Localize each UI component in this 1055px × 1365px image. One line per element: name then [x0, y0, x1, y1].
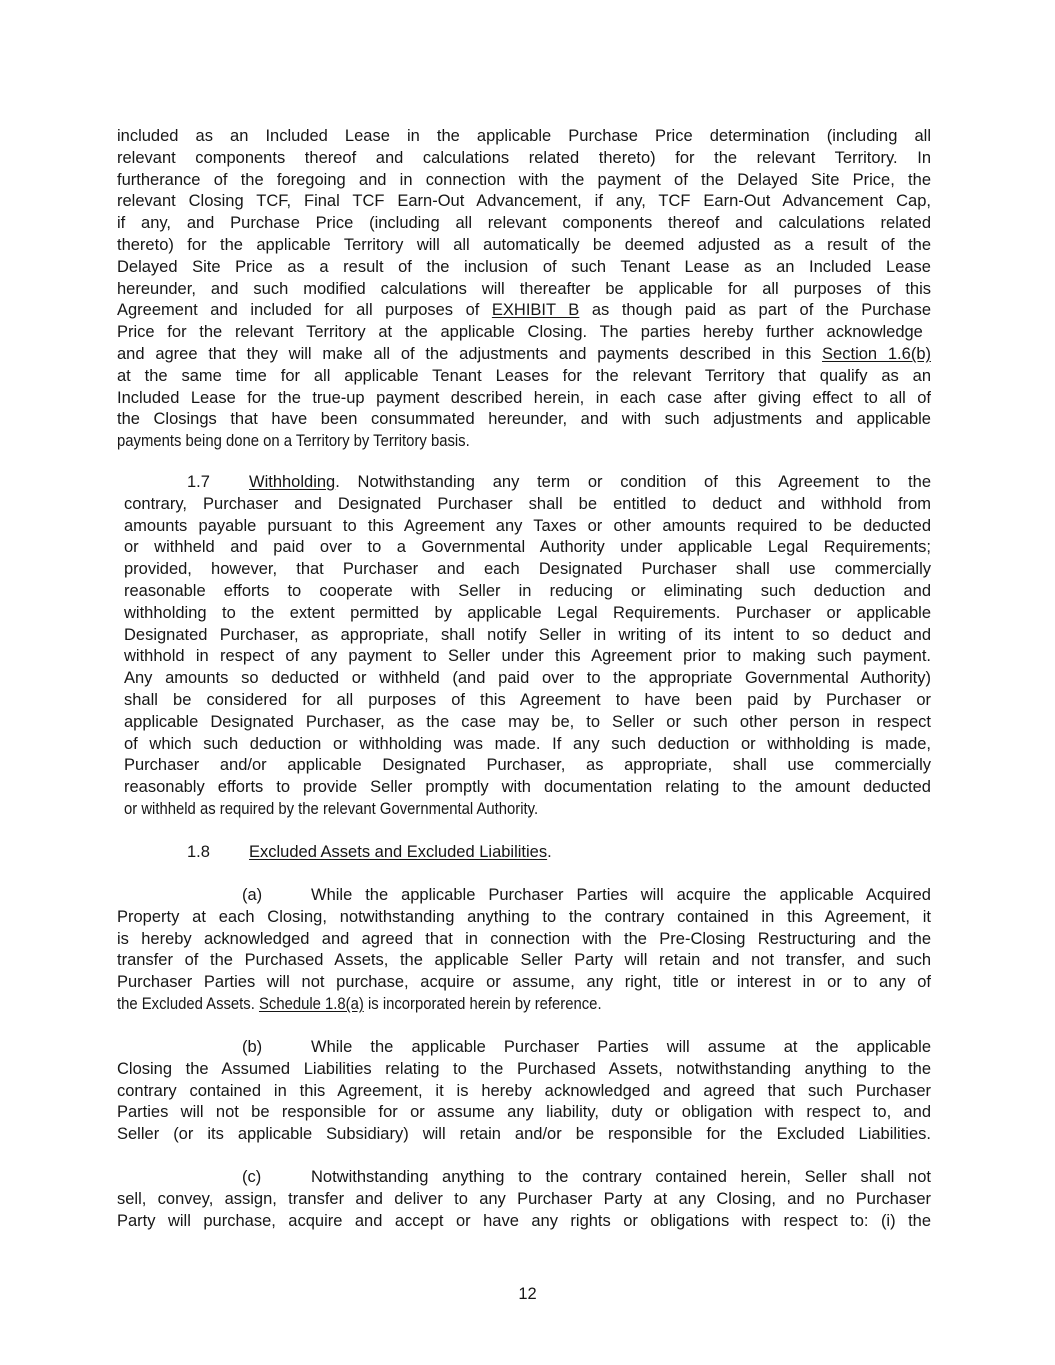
text-segment: sell, convey, assign, transfer and deliver to any Purchaser Party at any Closing, and no Purchaser [117, 1189, 931, 1208]
subsection-label-c: (c) [242, 1168, 262, 1186]
text-line [117, 148, 931, 170]
text-segment: Agreement and included for all purposes of [117, 301, 492, 320]
text-line [117, 126, 931, 148]
text-segment: shall be considered for all purposes of this Agreement to have been paid by Purchaser or [124, 690, 931, 709]
text-segment: or withheld as required by the relevant Governmental Authority. [124, 799, 539, 818]
subsection-label-a: (a) [242, 886, 263, 904]
text-line [124, 472, 931, 494]
text-line [124, 625, 931, 647]
text-segment: the Excluded Assets. [117, 994, 259, 1013]
text-line [117, 257, 931, 279]
text-segment: withhold in respect of any payment to Seller under this Agreement prior to making such payment. [124, 647, 931, 666]
text-line [124, 646, 931, 668]
text-line [117, 322, 931, 344]
text-segment: furtherance of the foregoing and in connection with the payment of the Delayed Site Price, the [117, 170, 931, 189]
text-line [124, 516, 931, 538]
text-line [117, 907, 931, 929]
text-line [124, 581, 931, 603]
text-segment: Party will purchase, acquire and accept or have any rights or obligations with respect to: (i) the [117, 1211, 931, 1230]
text-segment: payments being done on a Territory by Territory basis. [117, 432, 470, 451]
text-segment: provided, however, that Purchaser and each Designated Purchaser shall use commercially [124, 560, 931, 579]
text-line [117, 213, 931, 235]
text-segment: is hereby acknowledged and agreed that in connection with the Pre-Closing Restructuring and the [117, 929, 931, 948]
text-line [124, 559, 931, 581]
text-segment: if any, and Purchase Price (including all relevant components thereof and calculations related [117, 214, 931, 233]
text-segment: or withheld and paid over to a Governmental Authority under applicable Legal Requirements; [124, 538, 931, 557]
text-line [117, 191, 931, 213]
text-line [117, 1189, 931, 1211]
text-line [124, 603, 931, 625]
text-segment: Notwithstanding anything to the contrary contained herein, Seller shall not [311, 1168, 931, 1186]
text-line [124, 494, 931, 516]
text-segment: thereto) for the applicable Territory will all automatically be deemed adjusted as a result of the [117, 235, 931, 254]
text-line [117, 1059, 931, 1081]
text-segment: withholding to the extent permitted by applicable Legal Requirements. Purchaser or applicable [124, 603, 931, 622]
text-line [117, 300, 931, 322]
text-segment: applicable Designated Purchaser, as the case may be, to Seller or such other person in respect [124, 712, 931, 731]
text-segment: . Notwithstanding any term or condition of this Agreement to the [335, 473, 931, 491]
cross-reference-link: EXHIBIT B [491, 301, 580, 320]
text-segment: the Closings that have been consummated hereunder, and with such adjustments and applicable [117, 410, 931, 429]
section-1-8-title: Excluded Assets and Excluded Liabilities [249, 843, 548, 861]
text-segment: relevant Closing TCF, Final TCF Earn-Out Advancement, if any, TCF Earn-Out Advancement Cap, [117, 192, 931, 211]
text-line [117, 431, 931, 453]
text-line [124, 755, 931, 777]
text-segment: at the same time for all applicable Tenant Leases for the relevant Territory that qualify as an [117, 366, 931, 385]
text-segment: and agree that they will make all of the adjustments and payments described in this [117, 344, 823, 363]
text-line [117, 1102, 931, 1124]
text-segment: contrary, Purchaser and Designated Purchaser shall be entitled to deduct and withhold from [124, 494, 931, 513]
text-segment: Designated Purchaser, as appropriate, shall notify Seller in writing of its intent to so deduct and [124, 625, 931, 644]
cross-reference-link: Withholding [249, 473, 336, 491]
text-line [117, 170, 931, 192]
text-line [124, 734, 931, 756]
text-line [117, 235, 931, 257]
text-line [124, 777, 931, 799]
text-segment: Purchaser Parties will not purchase, acquire or assume, any right, title or interest in or to any of [117, 973, 931, 992]
section-1-8-heading [249, 842, 552, 864]
text-segment: relevant components thereof and calculations related thereto) for the relevant Territory. In [117, 148, 931, 167]
text-segment: Purchaser and/or applicable Designated Purchaser, as appropriate, shall use commercially [124, 756, 931, 775]
text-line [117, 929, 931, 951]
paragraph-continued [117, 126, 931, 453]
text-segment: Parties will not be responsible for or assume any liability, duty or obligation with respect to, and [117, 1103, 931, 1122]
section-number-1-7: 1.7 [187, 473, 210, 491]
text-segment: reasonable efforts to cooperate with Seller in reducing or eliminating such deduction and [124, 581, 931, 600]
text-line [124, 537, 931, 559]
text-segment: Property at each Closing, notwithstanding anything to the contrary contained in this Agreement, it [117, 907, 931, 926]
text-segment: Price for the relevant Territory at the applicable Closing. The parties hereby further acknowledge [117, 323, 923, 342]
text-segment: hereunder, and such modified calculations will thereafter be applicable for all purposes of this [117, 279, 931, 298]
subsection-1-8-c [117, 1167, 931, 1232]
text-segment: Included Lease for the true-up payment described herein, in each case after giving effect to all of [117, 388, 931, 407]
text-segment: is incorporated herein by reference. [363, 994, 602, 1013]
text-segment: reasonably efforts to provide Seller promptly with documentation relating to the amount deducted [124, 778, 931, 797]
text-line [124, 668, 931, 690]
text-segment: While the applicable Purchaser Parties will assume at the applicable [311, 1038, 931, 1056]
text-line [117, 344, 931, 366]
text-segment: While the applicable Purchaser Parties will acquire the applicable Acquired [311, 886, 931, 904]
cross-reference-link: Schedule 1.8(a) [258, 994, 364, 1013]
text-line [117, 409, 931, 431]
page-number: 12 [518, 1285, 537, 1303]
text-line [117, 994, 931, 1016]
text-line [124, 712, 931, 734]
text-line [124, 799, 931, 821]
text-segment: of which such deduction or withholding was made. If any such deduction or withholding is made, [124, 734, 931, 753]
text-line [117, 388, 931, 410]
text-line [124, 690, 931, 712]
text-segment: as though paid as part of the Purchase [579, 301, 931, 320]
text-line [117, 1124, 931, 1146]
text-line [117, 972, 931, 994]
text-line [117, 1037, 931, 1059]
subsection-label-b: (b) [242, 1038, 263, 1056]
text-segment: amounts payable pursuant to this Agreement any Taxes or other amounts required to be deducted [124, 516, 931, 535]
subsection-1-8-b [117, 1037, 931, 1146]
text-segment: transfer of the Purchased Assets, the applicable Seller Party will retain and not transfer, and such [117, 951, 931, 970]
text-segment: Delayed Site Price as a result of the inclusion of such Tenant Lease as an Included Lease [117, 257, 931, 276]
text-segment: contrary contained in this Agreement, it is hereby acknowledged and agreed that such Purchaser [117, 1081, 931, 1100]
text-line [117, 950, 931, 972]
text-segment: Any amounts so deducted or withheld (and paid over to the appropriate Governmental Authority) [124, 669, 931, 688]
text-line [117, 1081, 931, 1103]
text-line [117, 366, 931, 388]
subsection-1-8-a [117, 885, 931, 1016]
text-segment: Seller (or its applicable Subsidiary) will retain and/or be responsible for the Excluded Liabilities. [117, 1125, 931, 1144]
text-segment: included as an Included Lease in the applicable Purchase Price determination (including all [117, 127, 931, 145]
text-line [117, 1211, 931, 1233]
text-line [117, 1167, 931, 1189]
section-1-8-title-period: . [547, 843, 552, 861]
section-number-1-8: 1.8 [187, 843, 210, 861]
cross-reference-link: Section 1.6(b) [822, 344, 931, 363]
text-line [117, 885, 931, 907]
text-segment: Closing the Assumed Liabilities relating to the Purchased Assets, notwithstanding anything to the [117, 1059, 931, 1078]
text-line [117, 279, 931, 301]
section-1-7-withholding [124, 472, 931, 821]
